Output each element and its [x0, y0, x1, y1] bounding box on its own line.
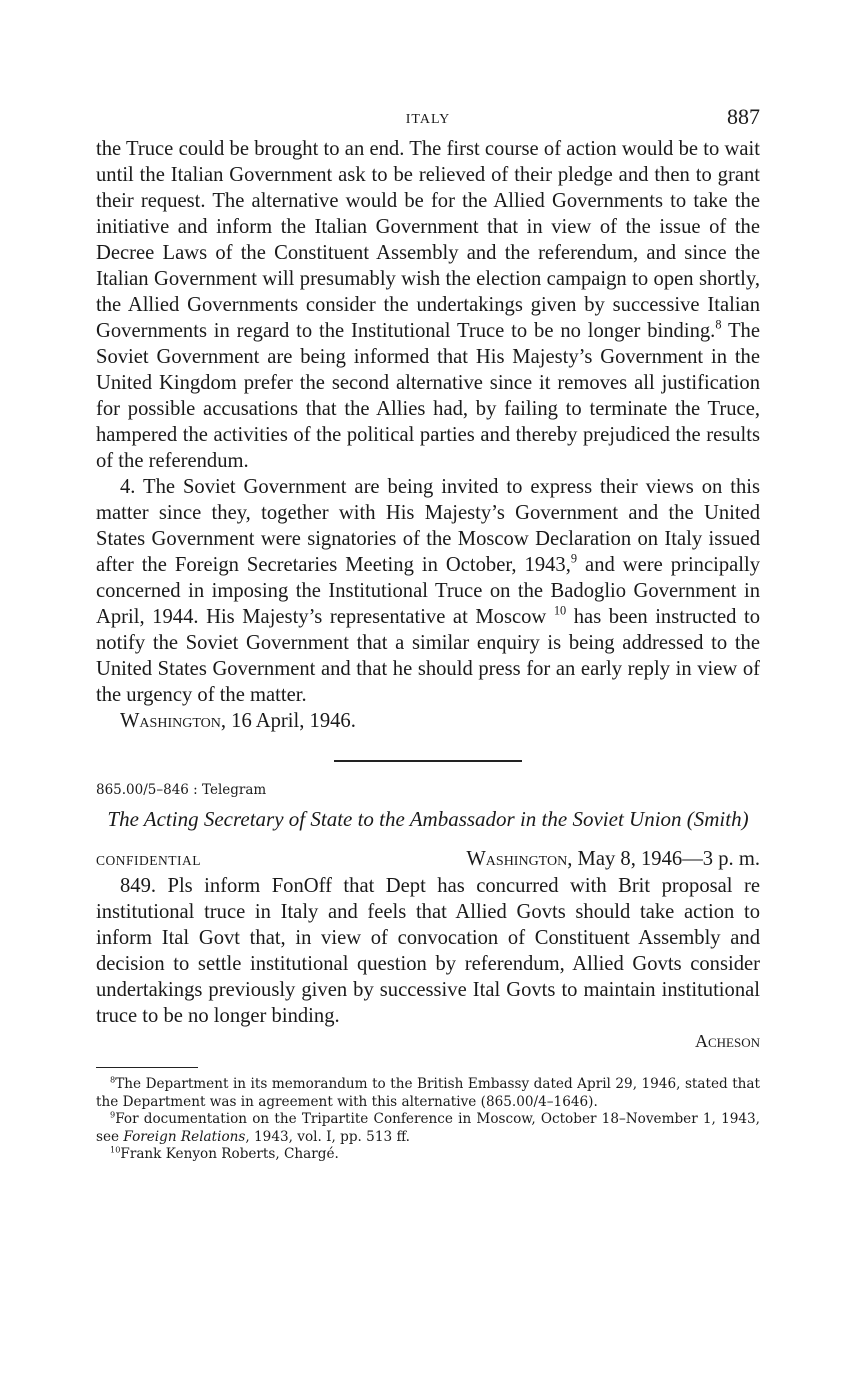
classification-line: [96, 848, 760, 871]
running-head: ITALY: [405, 112, 451, 127]
dateline: [120, 708, 760, 734]
footnote-9: [96, 1111, 760, 1146]
signature: Acheson: [694, 1031, 760, 1051]
footnote-10: [96, 1146, 760, 1164]
dateline-date: , 16 April, 1946.: [220, 710, 356, 732]
telegram-place: Washington: [466, 848, 568, 870]
footnote-text: For documentation on the Tripartite Conference in Moscow, October 18–November 1, 1943, see: [96, 1111, 760, 1145]
footnote-text: The Department in its memorandum to the British Embassy dated April 29, 1946, stated that the Department was in agreement with this alternative (865.00/4–1646).: [96, 1076, 760, 1110]
file-reference: 865.00/5–846 : Telegram: [96, 782, 267, 798]
paragraph-text: 4. The Soviet Government are being invited to express their views on this matter since they, together with His Majesty’s Government and the United States Government were signatories of the Moscow Declaration on Italy issued after the Foreign Secretaries Meeting in October, 1943,: [96, 476, 760, 576]
footnote-text: , 1943, vol. I, pp. 513 ff.: [245, 1128, 410, 1145]
page-header: [96, 104, 760, 136]
paragraph-text: and were principally concerned in imposing the Institutional Truce on the Badoglio Government in April, 1944. His Majesty’s representative at Moscow: [96, 554, 761, 628]
section-divider: [334, 760, 522, 762]
footnote-ref: 10: [553, 603, 567, 618]
page-number: 887: [727, 104, 760, 129]
document-title: The Acting Secretary of State to the Ambassador in the Soviet Union (Smith): [107, 807, 749, 831]
telegram-body: 849. Pls inform FonOff that Dept has concurred with Brit proposal re institutional truce in Italy and feels that Allied Govts should take action to inform Ital Govt that, in view of convocation of Constituent Assembly and decision to settle institutional question by referendum, Allied Govts consider undertakings previously given by successive Ital Govts to maintain institutional truce to be no longer binding.: [96, 875, 760, 1027]
classification-label: CONFIDENTIAL: [96, 853, 201, 868]
footnote-mark: 10: [110, 1144, 121, 1155]
telegram-date: , May 8, 1946—3 p. m.: [567, 848, 760, 870]
footnote-mark: 8: [110, 1074, 116, 1085]
paragraph-4: [96, 474, 760, 708]
footnote-citation-title: Foreign Relations: [123, 1128, 246, 1145]
footnote-ref: 8: [715, 317, 722, 332]
footnote-ref: 9: [570, 551, 578, 566]
paragraph-text: the Truce could be brought to an end. The first course of action would be to wait until the Italian Government ask to be relieved of their pledge and then to grant their request. The alternative would be for the Allied Governments to take the initiative and inform the Italian Government that in view of the issue of the Decree Laws of the Constituent Assembly and the referendum, and since the Italian Government will presumably wish the election campaign to open shortly, the Allied Governments consider the undertakings given by successive Italian Governments in regard to the Institutional Truce to be no longer binding.: [96, 138, 760, 342]
paragraph-continuation: [96, 136, 760, 474]
page: [96, 104, 760, 1164]
dateline-place: Washington: [120, 710, 221, 732]
footnote-8: [96, 1076, 760, 1111]
footnote-mark: 9: [110, 1109, 116, 1120]
footnote-text: Frank Kenyon Roberts, Chargé.: [120, 1146, 339, 1162]
footnote-divider: [96, 1067, 198, 1068]
telegram-dateline: [466, 848, 760, 871]
paragraph-text: has been instructed to notify the Soviet Government that a similar enquiry is being addressed to the United States Government and that he should press for an early reply in view of the urgency of the matter.: [96, 606, 760, 706]
footnotes: [96, 1076, 760, 1164]
paragraph-text: The Soviet Government are being informed that His Majesty’s Government in the United Kingdom prefer the second alternative since it removes all justification for possible accusations that the Allies had, by failing to terminate the Truce, hampered the activities of the political parties and thereby prejudiced the results of the referendum.: [96, 320, 760, 472]
